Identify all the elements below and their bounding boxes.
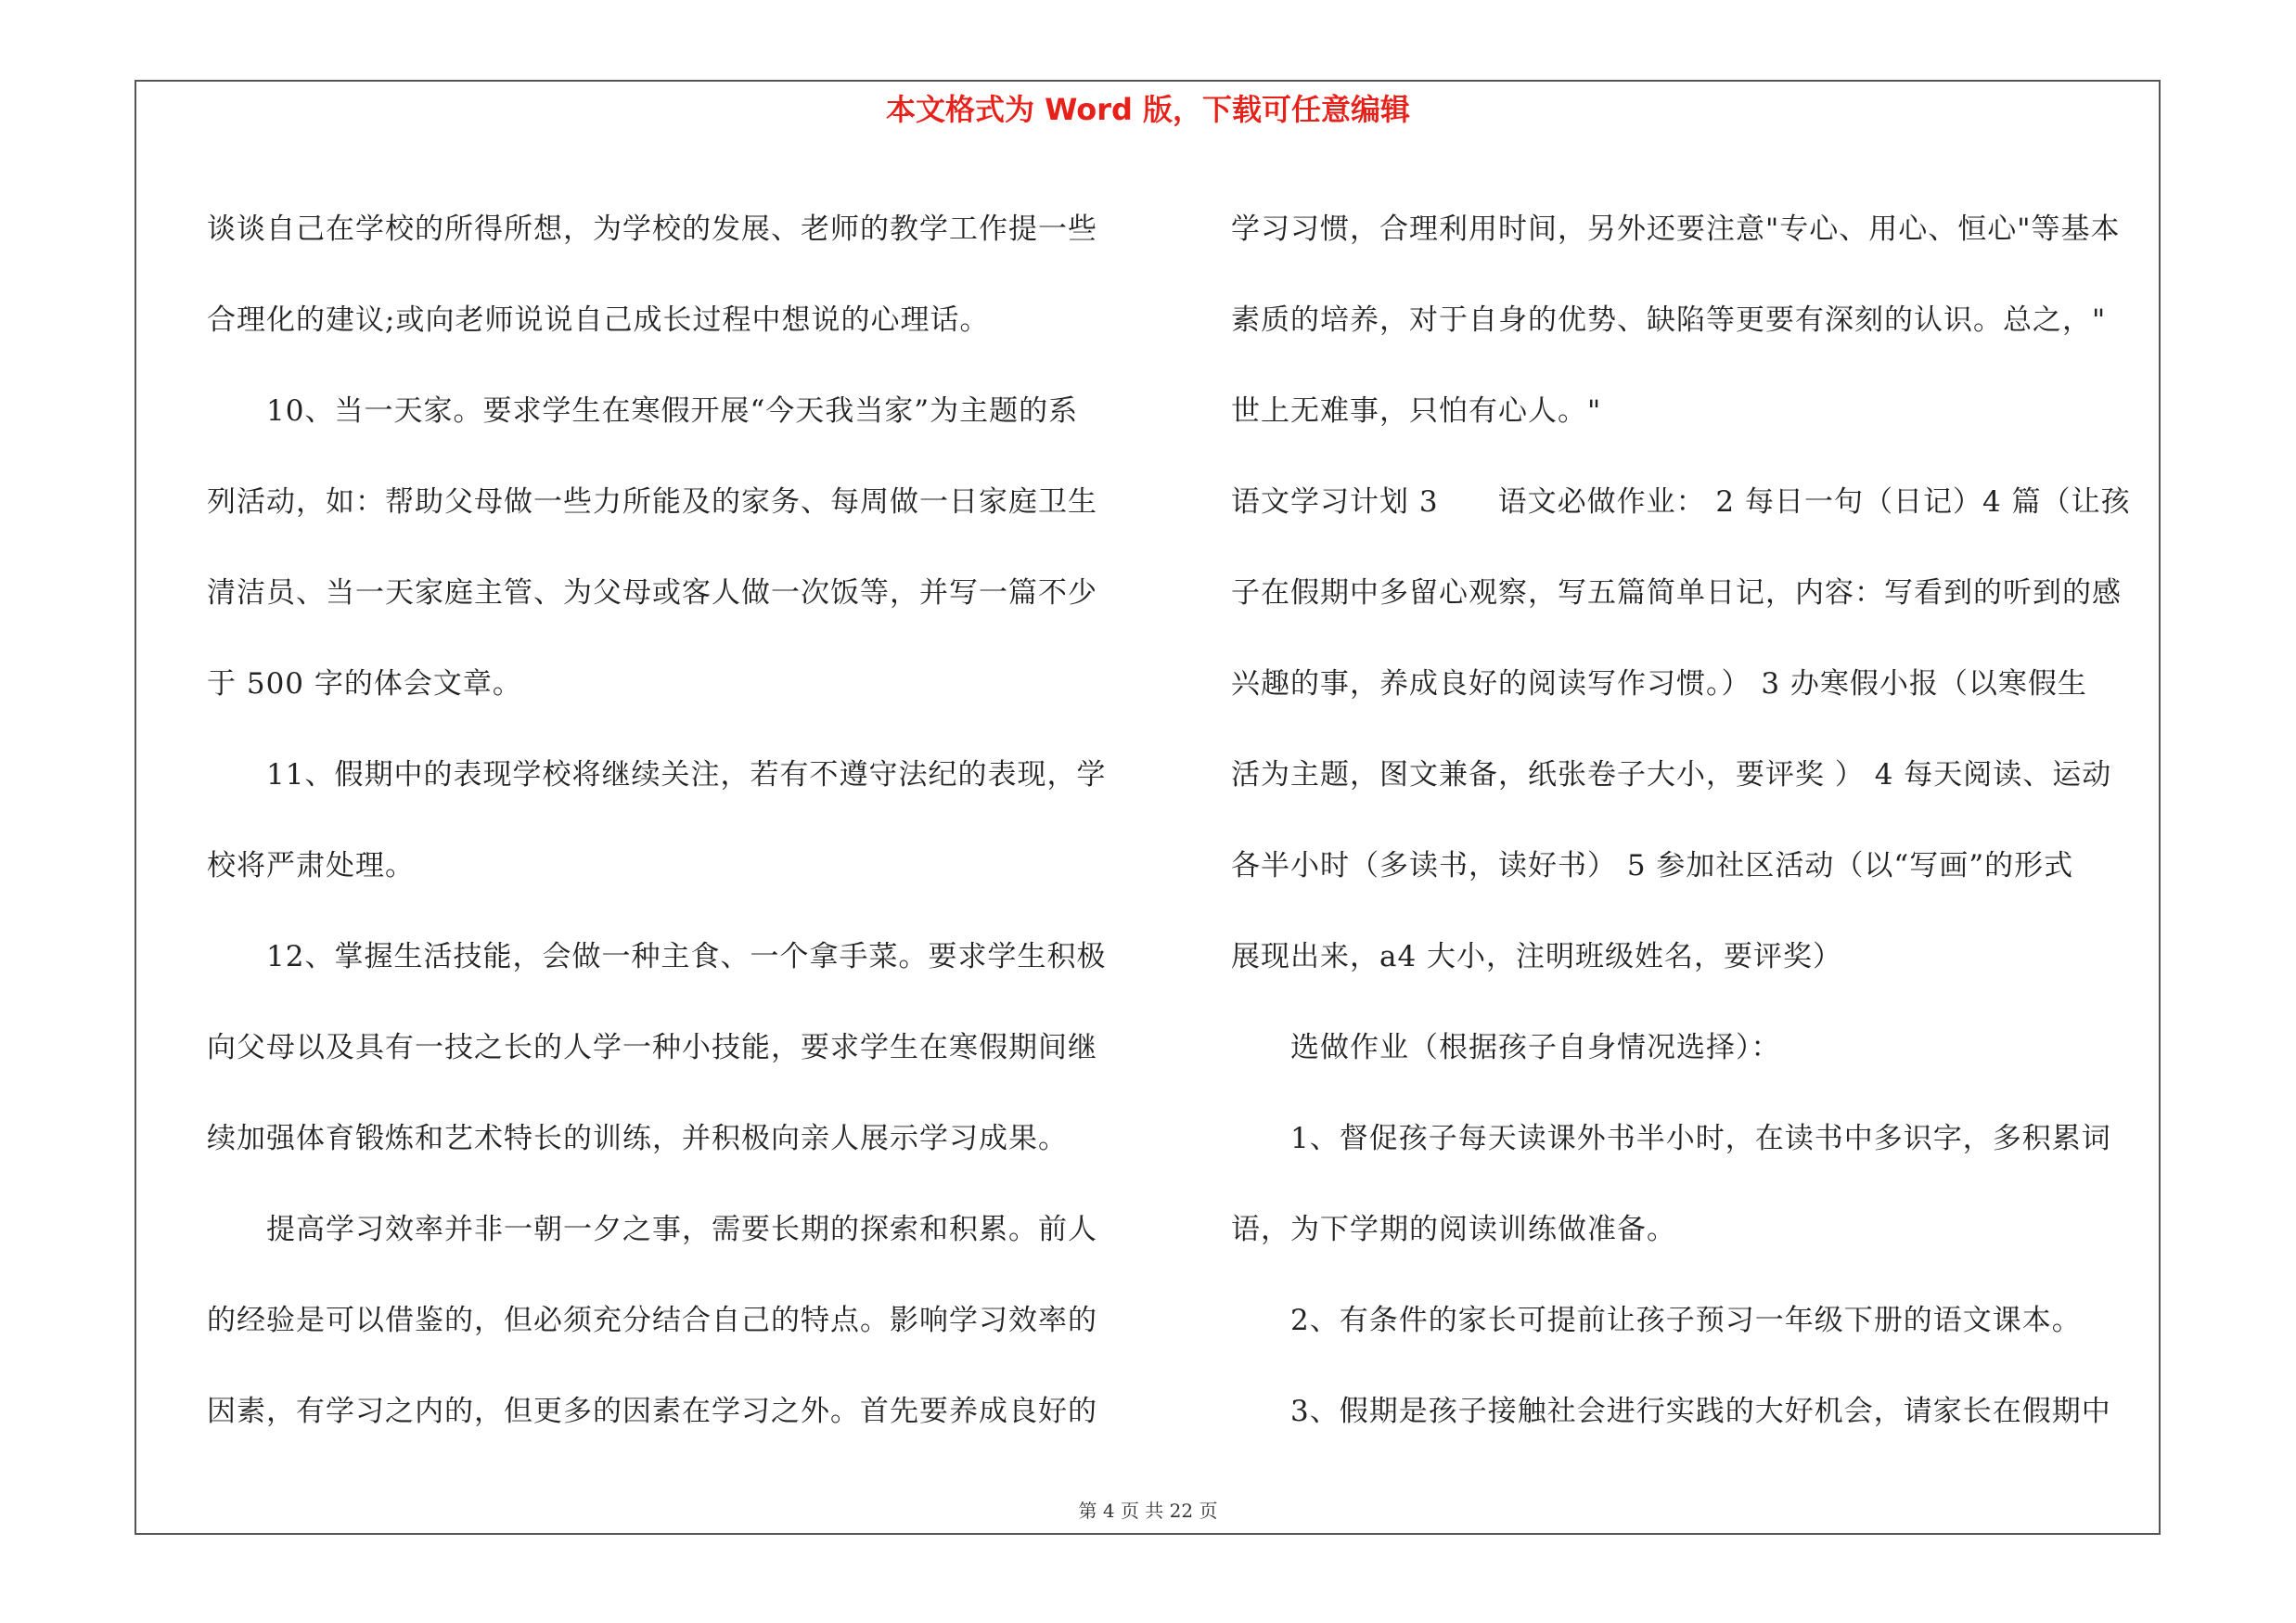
text-line: 校将严肃处理。 <box>207 849 415 882</box>
text-line: 世上无难事，只怕有心人。" <box>1231 394 1602 428</box>
text-line: 向父母以及具有一技之长的人学一种小技能，要求学生在寒假期间继 <box>207 1031 1097 1064</box>
text-line: 的经验是可以借鉴的，但必须充分结合自己的特点。影响学习效率的 <box>207 1304 1097 1337</box>
text-line: 续加强体育锻炼和艺术特长的训练，并积极向亲人展示学习成果。 <box>207 1122 1068 1155</box>
text-line: 选做作业（根据孩子自身情况选择）： <box>1290 1031 1781 1064</box>
text-line: 学习习惯，合理利用时间，另外还要注意"专心、用心、恒心"等基本 <box>1231 213 2121 246</box>
left-text-column <box>207 184 1125 1457</box>
text-line: 12、掌握生活技能，会做一种主食、一个拿手菜。要求学生积极 <box>266 940 1107 973</box>
text-line: 语，为下学期的阅读训练做准备。 <box>1231 1213 1676 1246</box>
text-line: 语文学习计划 3 语文必做作业： 2 每日一句（日记）4 篇（让孩 <box>1231 485 2131 519</box>
text-line: 谈谈自己在学校的所得所想，为学校的发展、老师的教学工作提一些 <box>207 213 1097 246</box>
text-line: 各半小时（多读书，读好书） 5 参加社区活动（以“写画”的形式 <box>1231 849 2074 882</box>
text-line: 子在假期中多留心观察，写五篇简单日记，内容：写看到的听到的感 <box>1231 576 2122 610</box>
right-text-column <box>1231 184 2149 1457</box>
text-line: 活为主题，图文兼备，纸张卷子大小，要评奖 ） 4 每天阅读、运动 <box>1231 758 2112 792</box>
text-line: 于 500 字的体会文章。 <box>207 667 522 701</box>
text-line: 列活动，如：帮助父母做一些力所能及的家务、每周做一日家庭卫生 <box>207 485 1097 519</box>
text-line: 10、当一天家。要求学生在寒假开展“今天我当家”为主题的系 <box>266 394 1079 428</box>
text-line: 提高学习效率并非一朝一夕之事，需要长期的探索和积累。前人 <box>266 1213 1097 1246</box>
page-number-footer: 第 4 页 共 22 页 <box>1078 1500 1218 1522</box>
text-line: 素质的培养，对于自身的优势、缺陷等更要有深刻的认识。总之，" <box>1231 303 2107 337</box>
text-line: 2、有条件的家长可提前让孩子预习一年级下册的语文课本。 <box>1290 1304 2082 1337</box>
text-line: 展现出来，a4 大小，注明班级姓名，要评奖） <box>1231 940 1843 973</box>
text-line: 因素，有学习之内的，但更多的因素在学习之外。首先要养成良好的 <box>207 1395 1097 1428</box>
text-line: 合理化的建议;或向老师说说自己成长过程中想说的心理话。 <box>207 303 990 337</box>
text-line: 清洁员、当一天家庭主管、为父母或客人做一次饭等，并写一篇不少 <box>207 576 1097 610</box>
text-line: 3、假期是孩子接触社会进行实践的大好机会，请家长在假期中 <box>1290 1395 2111 1428</box>
text-line: 11、假期中的表现学校将继续关注，若有不遵守法纪的表现，学 <box>266 758 1107 792</box>
text-line: 1、督促孩子每天读课外书半小时，在读书中多识字，多积累词 <box>1290 1122 2111 1155</box>
text-line: 兴趣的事，养成良好的阅读写作习惯。） 3 办寒假小报（以寒假生 <box>1231 667 2087 701</box>
word-format-banner: 本文格式为 Word 版，下载可任意编辑 <box>885 92 1411 127</box>
